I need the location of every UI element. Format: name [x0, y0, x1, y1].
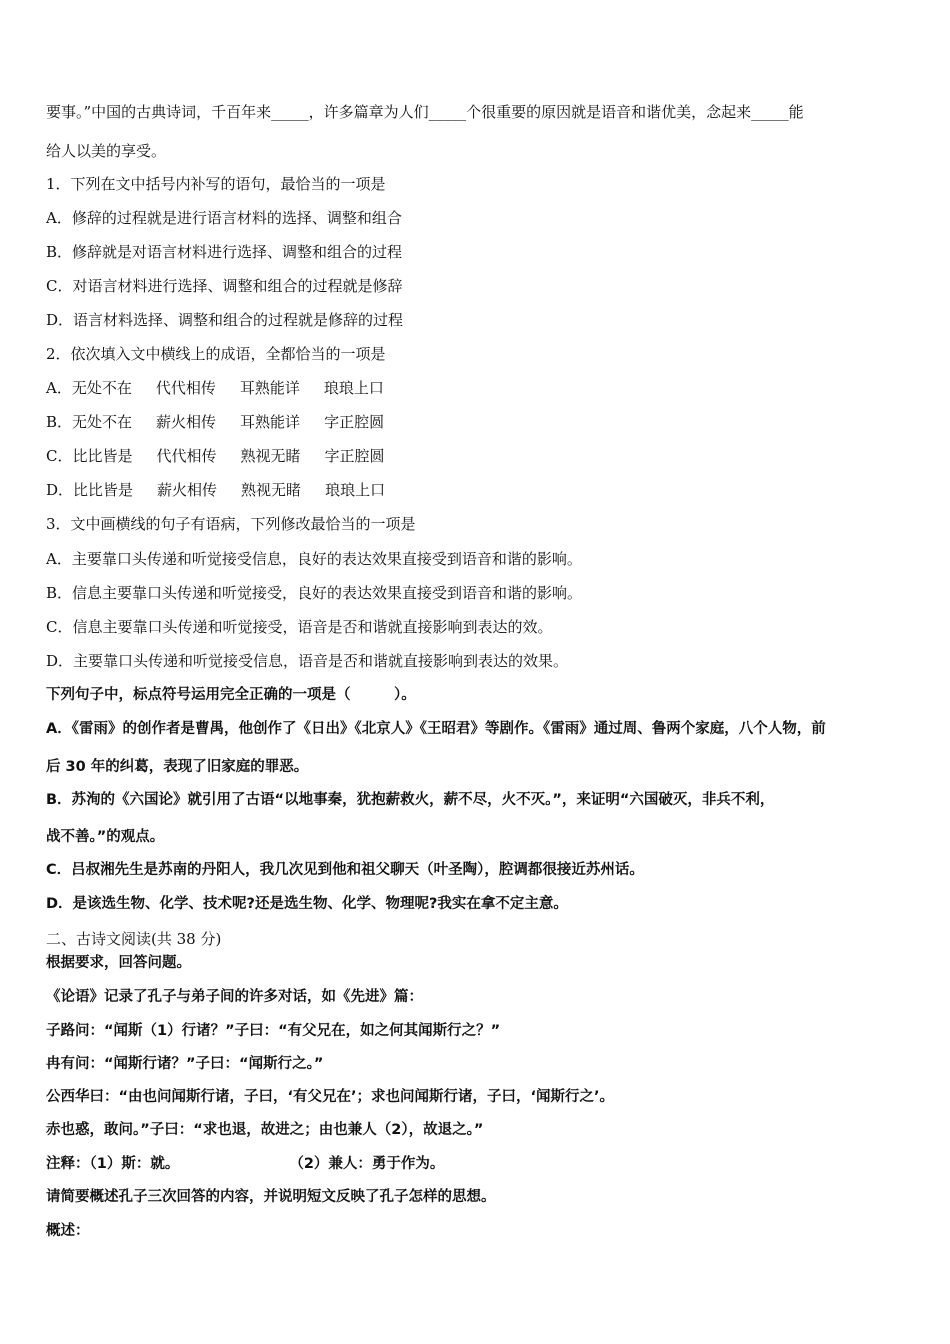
question-1-option-d: D．语言材料选择、调整和组合的过程就是修辞的过程	[46, 311, 404, 329]
question-1-option-a: A．修辞的过程就是进行语言材料的选择、调整和组合	[46, 209, 402, 227]
idiom: 字正腔圆	[324, 447, 385, 465]
passage-line-1: 要事。”中国的古典诗词，千百年来_____，许多篇章为人们_____个很重要的原因就是语音和谐优美，念起来_____能	[46, 103, 804, 121]
idiom: 琅琅上口	[325, 481, 386, 499]
idiom: 耳熟能详	[240, 413, 301, 431]
question-2-option-a	[46, 378, 906, 398]
annotation-line	[46, 1154, 906, 1174]
dialogue-line-3: 公西华曰：“由也问闻斯行诸，子曰，‘有父兄在’；求也问闻斯行诸，子曰，‘闻斯行之’。	[46, 1089, 615, 1105]
annotation-1: 注释：（1）斯：就。	[46, 1156, 180, 1172]
idiom: 薪火相传	[156, 413, 217, 431]
question-2-option-c	[46, 446, 906, 466]
question-4-option-b-line-2: 战不善。”的观点。	[46, 829, 165, 845]
question-4-option-d: D．是该选生物、化学、技术呢?还是选生物、化学、物理呢?我实在拿不定主意。	[46, 896, 568, 912]
dialogue-line-2: 冉有问：“闻斯行诸？”子曰：“闻斯行之。”	[46, 1056, 324, 1072]
passage-line-2: 给人以美的享受。	[46, 142, 167, 160]
question-1-option-c: C．对语言材料进行选择、调整和组合的过程就是修辞	[46, 277, 403, 295]
question-2-option-d	[46, 480, 906, 500]
question-3-option-c: C．信息主要靠口头传递和听觉接受，语音是否和谐就直接影响到表达的效。	[46, 618, 553, 636]
idiom: 代代相传	[156, 447, 217, 465]
idiom: 字正腔圆	[324, 413, 385, 431]
section-instruction: 根据要求，回答问题。	[46, 955, 191, 971]
question-4-option-c: C．吕叔湘先生是苏南的丹阳人，我几次见到他和祖父聊天（叶圣陶），腔调都很接近苏州话。	[46, 862, 644, 878]
text-intro: 《论语》记录了孔子与弟子间的许多对话，如《先进》篇：	[46, 989, 423, 1005]
idiom: 琅琅上口	[323, 379, 384, 397]
idiom: 熟视无睹	[240, 447, 301, 465]
question-4-option-a-line-1: A．《雷雨》的创作者是曹禺，他创作了《日出》《北京人》《王昭君》等剧作。《雷雨》通过周、鲁两个家庭，八个人物，前	[46, 721, 826, 737]
question-3-stem: 3．文中画横线的句子有语病，下列修改最恰当的一项是	[46, 515, 416, 533]
task-prompt: 请简要概述孔子三次回答的内容，并说明短文反映了孔子怎样的思想。	[46, 1189, 496, 1205]
option-letter: A．无处不在	[46, 379, 132, 397]
idiom: 耳熟能详	[239, 379, 300, 397]
answer-label-summary: 概述：	[46, 1223, 90, 1239]
question-4-stem: 下列句子中，标点符号运用完全正确的一项是（ ）。	[46, 687, 416, 703]
question-4-option-a-line-2: 后 30 年的纠葛，表现了旧家庭的罪恶。	[46, 759, 309, 775]
question-1-option-b: B．修辞就是对语言材料进行选择、调整和组合的过程	[46, 243, 403, 261]
idiom: 薪火相传	[157, 481, 218, 499]
question-2-option-b	[46, 412, 906, 432]
dialogue-line-4: 赤也惑，敢问。”子曰：“求也退，故进之；由也兼人（2），故退之。”	[46, 1122, 484, 1138]
section-heading: 二、古诗文阅读(共 38 分)	[46, 930, 222, 948]
question-1-stem: 1．下列在文中括号内补写的语句，最恰当的一项是	[46, 175, 386, 193]
dialogue-line-1: 子路问：“闻斯（1）行诸？”子曰：“有父兄在，如之何其闻斯行之？”	[46, 1023, 501, 1039]
option-letter: D．比比皆是	[46, 481, 134, 499]
question-3-option-a: A．主要靠口头传递和听觉接受信息，良好的表达效果直接受到语音和谐的影响。	[46, 550, 582, 568]
annotation-2: （2）兼人：勇于作为。	[289, 1156, 445, 1172]
option-letter: B．无处不在	[46, 413, 133, 431]
idiom: 熟视无睹	[241, 481, 302, 499]
option-letter: C．比比皆是	[46, 447, 133, 465]
question-3-option-d: D．主要靠口头传递和听觉接受信息，语音是否和谐就直接影响到表达的效果。	[46, 652, 569, 670]
question-3-option-b: B．信息主要靠口头传递和听觉接受，良好的表达效果直接受到语音和谐的影响。	[46, 584, 583, 602]
idiom: 代代相传	[155, 379, 216, 397]
question-2-stem: 2．依次填入文中横线上的成语，全都恰当的一项是	[46, 345, 386, 363]
question-4-option-b-line-1: B．苏洵的《六国论》就引用了古语“以地事秦，犹抱薪救火，薪不尽，火不灭。”，来证明“六国破灭，非兵不利，	[46, 792, 775, 808]
